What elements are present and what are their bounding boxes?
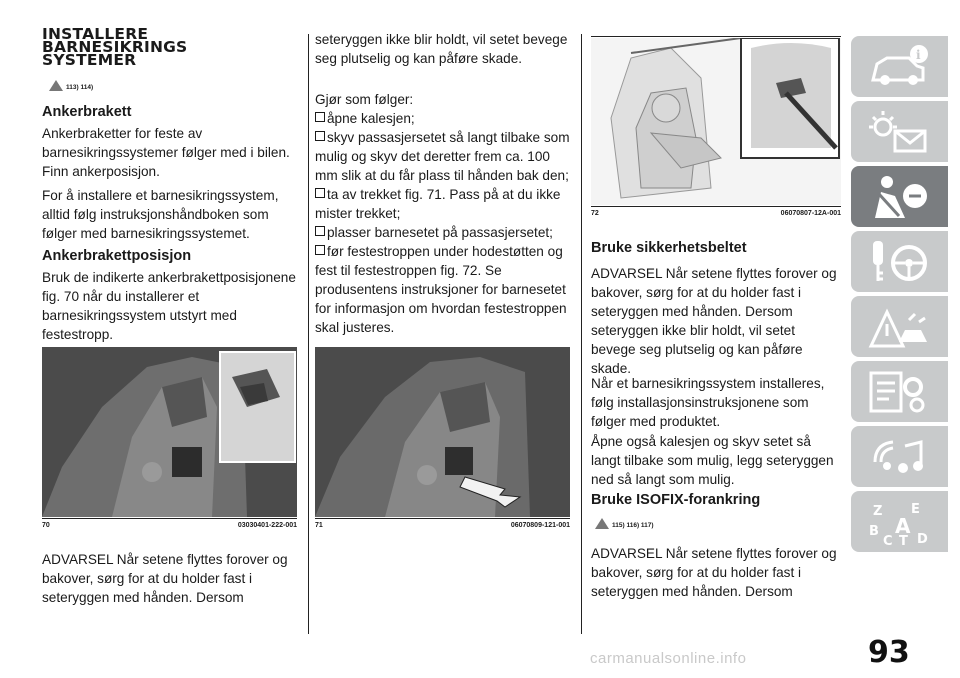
tab-warning-lights[interactable] — [851, 101, 948, 162]
tab-starting-driving[interactable] — [851, 231, 948, 292]
list-item: åpne kalesjen; — [315, 109, 573, 128]
tab-car-info[interactable] — [851, 36, 948, 97]
tab-multimedia[interactable] — [851, 426, 948, 487]
svg-text:i: i — [916, 48, 921, 62]
warning-reference: 113) 114) — [49, 80, 93, 91]
airbag-seat-icon — [865, 172, 935, 222]
svg-text:A: A — [895, 514, 911, 538]
paragraph: Åpne også kalesjen og skyv setet så langt tilbake som mulig, legg seteryggen ned så langt som mulig. — [591, 434, 834, 487]
figure-70-image — [42, 347, 297, 517]
warning-triangle-icon — [595, 518, 609, 529]
roadside-emergency-icon — [865, 302, 935, 352]
step-list — [315, 109, 573, 337]
tab-safety[interactable] — [851, 166, 948, 227]
paragraph: Bruk de indikerte ankerbrakettposisjonene fig. 70 når du installerer et barnesikringssystem utstyrt med festestropp. — [42, 270, 296, 342]
multimedia-icon — [865, 432, 935, 482]
figure-72-illustration — [591, 38, 841, 205]
figure-71-caption: 71 06070809-121-001 — [315, 522, 570, 529]
maintenance-icon — [865, 367, 935, 417]
paragraph: Ankerbraketter for feste av barnesikringssystemer følger med i bilen. Finn ankerposisjon. — [42, 126, 290, 179]
checkbox-bullet-icon — [315, 131, 325, 141]
heading-bruke-sikkerhetsbeltet: Bruke sikkerhetsbeltet — [591, 240, 747, 256]
list-item: før festestroppen under hodestøtten og fest til festestroppen fig. 72. Se produsentens instruksjoner for barnesetet for informasjon om hvordan festestroppen skal justeres. — [315, 244, 567, 335]
figure-71-illustration — [315, 347, 570, 517]
tab-emergency[interactable] — [851, 296, 948, 357]
tab-maintenance[interactable] — [851, 361, 948, 422]
checkbox-bullet-icon — [315, 226, 325, 236]
figure-71-image — [315, 347, 570, 517]
column-divider — [581, 34, 582, 634]
svg-text:D: D — [917, 532, 928, 547]
warning-lights-icon — [865, 107, 935, 157]
tab-index[interactable] — [851, 491, 948, 552]
paragraph: ADVARSEL Når setene flyttes forover og bakover, sørg for at du holder fast i seteryggen med hånden. Dersom — [591, 546, 837, 599]
section-title: INSTALLERE BARNESIKRINGS SYSTEMER — [42, 25, 188, 69]
svg-text:Z: Z — [873, 504, 883, 519]
figure-70-illustration — [42, 347, 297, 517]
figure-70-caption: 70 03030401-222-001 — [42, 522, 297, 529]
paragraph: Når et barnesikringssystem installeres, følg installasjonsinstruksjonene som følger med produktet. — [591, 376, 825, 429]
checkbox-bullet-icon — [315, 245, 325, 255]
paragraph: Gjør som følger: — [315, 92, 414, 107]
list-item: ta av trekket fig. 71. Pass på at du ikke mister trekket; — [315, 187, 561, 221]
svg-text:T: T — [899, 534, 908, 547]
heading-ankerbrakettposisjon: Ankerbrakettposisjon — [42, 248, 192, 264]
figure-rule — [315, 518, 570, 519]
index-letters-icon — [865, 497, 935, 547]
heading-bruke-isofix: Bruke ISOFIX-forankring — [591, 492, 761, 508]
paragraph: ADVARSEL Når setene flyttes forover og bakover, sørg for at du holder fast i seteryggen med hånden. Dersom seteryggen ikke blir holdt, vil setet bevege seg plutselig og kan påføre skade. — [591, 266, 837, 376]
warning-triangle-icon — [49, 80, 63, 91]
figure-rule — [42, 518, 297, 519]
watermark: carmanualsonline.info — [590, 650, 747, 667]
paragraph: For å installere et barnesikringssystem, alltid følg instruksjonshåndboken som følger med barnesikringssystemet. — [42, 188, 279, 241]
paragraph: seteryggen ikke blir holdt, vil setet bevege seg plutselig og kan påføre skade. — [315, 32, 568, 66]
checkbox-bullet-icon — [315, 112, 325, 122]
key-steering-icon — [865, 237, 935, 287]
svg-text:E: E — [911, 502, 920, 517]
page-number: 93 — [868, 635, 910, 670]
column-divider — [308, 34, 309, 634]
heading-ankerbrakett: Ankerbrakett — [42, 104, 132, 120]
paragraph: ADVARSEL Når setene flyttes forover og bakover, sørg for at du holder fast i seteryggen med hånden. Dersom — [42, 552, 288, 605]
car-info-icon — [865, 42, 935, 92]
svg-text:C: C — [883, 534, 893, 547]
figure-rule — [591, 36, 841, 37]
figure-72-caption: 72 06070807-12A-001 — [591, 210, 841, 217]
figure-rule — [591, 206, 841, 207]
figure-72-image — [591, 38, 841, 205]
list-item: plasser barnesetet på passasjersetet; — [315, 223, 573, 242]
list-item: skyv passasjersetet så langt tilbake som mulig og skyv det deretter frem ca. 100 mm slik at du får plass til hånden bak den; — [315, 130, 570, 183]
warning-reference: 115) 116) 117) — [595, 518, 654, 529]
checkbox-bullet-icon — [315, 188, 325, 198]
svg-text:B: B — [869, 524, 879, 539]
